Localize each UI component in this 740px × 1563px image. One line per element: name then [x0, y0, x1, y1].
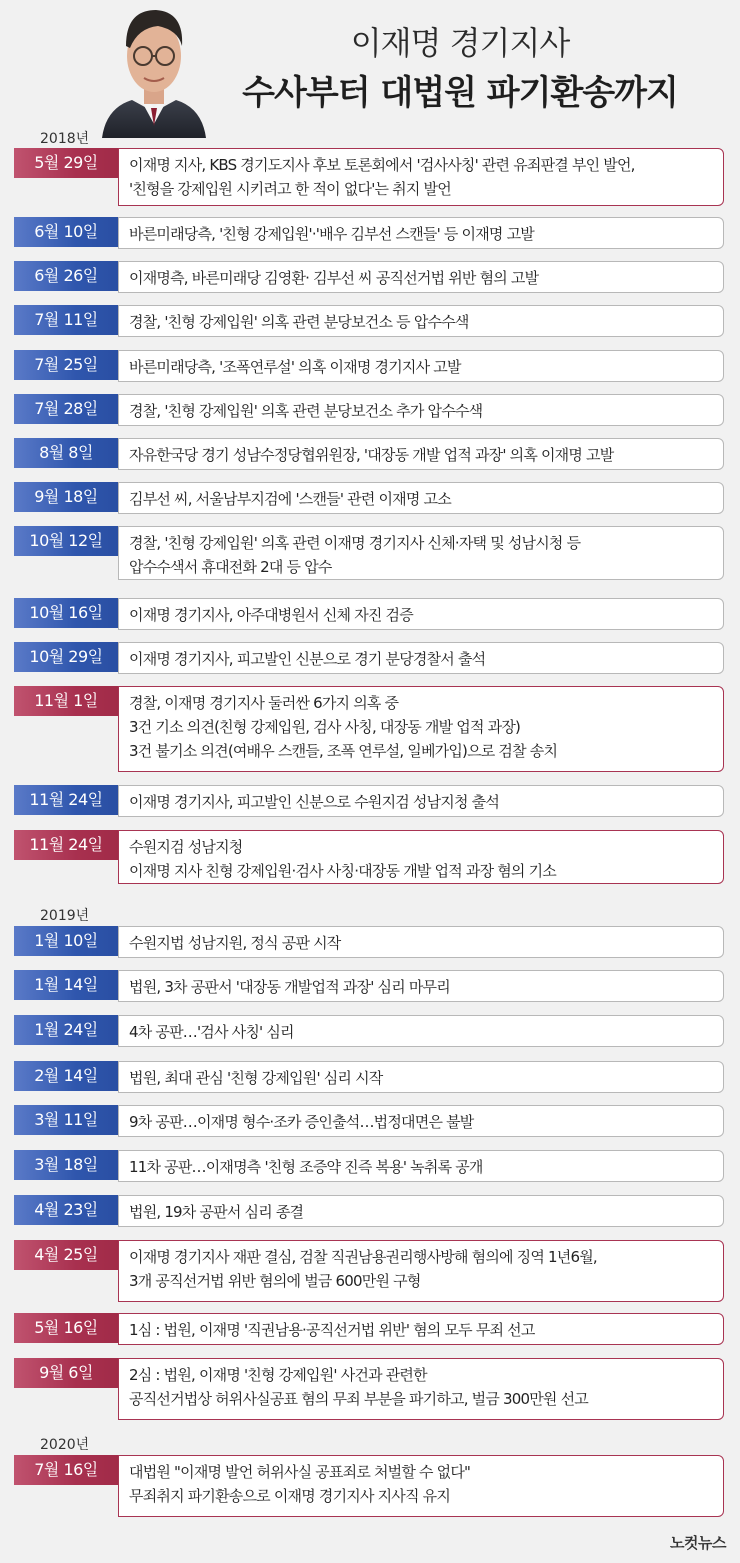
event-description-line: 11차 공판…이재명측 '친형 조증약 진즉 복용' 녹취록 공개 — [129, 1158, 483, 1176]
event-description-box — [118, 1358, 724, 1420]
event-description-box — [118, 305, 724, 337]
event-description-box — [118, 482, 724, 514]
year-label-2018: 2018년 — [40, 131, 90, 147]
event-description-line: 이재명 경기지사, 피고발인 신분으로 수원지검 성남지청 출석 — [129, 793, 500, 811]
event-date-badge: 2월 14일 — [14, 1061, 118, 1091]
event-description-line: 무죄취지 파기환송으로 이재명 경기지사 지사직 유지 — [129, 1487, 451, 1505]
event-date-badge: 3월 18일 — [14, 1150, 118, 1180]
event-description-line: 3건 불기소 의견(여배우 스캔들, 조폭 연루설, 일베가입)으로 검찰 송치 — [129, 742, 558, 760]
event-description-box — [118, 785, 724, 817]
event-date-badge: 7월 16일 — [14, 1455, 118, 1485]
event-description-box — [118, 830, 724, 884]
news-logo: 노컷뉴스 — [670, 1534, 726, 1552]
event-date-badge: 11월 1일 — [14, 686, 118, 716]
event-description-box — [118, 526, 724, 580]
event-description-box — [118, 394, 724, 426]
event-description-line: 대법원 "이재명 발언 허위사실 공표죄로 처벌할 수 없다" — [129, 1463, 471, 1481]
event-description-box — [118, 1061, 724, 1093]
event-description-box — [118, 1015, 724, 1047]
event-description-box — [118, 598, 724, 630]
event-date-badge: 5월 29일 — [14, 148, 118, 178]
event-description-line: 이재명 지사 친형 강제입원·검사 사칭·대장동 개발 업적 과장 혐의 기소 — [129, 862, 556, 880]
event-description-box — [118, 970, 724, 1002]
event-date-badge: 11월 24일 — [14, 785, 118, 815]
event-date-badge: 4월 25일 — [14, 1240, 118, 1270]
event-date-badge: 1월 24일 — [14, 1015, 118, 1045]
event-date-badge: 11월 24일 — [14, 830, 118, 860]
event-description-box — [118, 1240, 724, 1302]
event-description-line: 2심 : 법원, 이재명 '친형 강제입원' 사건과 관련한 — [129, 1366, 427, 1384]
year-label-2019: 2019년 — [40, 908, 90, 924]
portrait-image — [98, 0, 210, 138]
event-date-badge: 7월 25일 — [14, 350, 118, 380]
event-date-badge: 10월 12일 — [14, 526, 118, 556]
event-description-line: 경찰, 이재명 경기지사 둘러싼 6가지 의혹 중 — [129, 694, 399, 712]
event-description-line: 경찰, '친형 강제입원' 의혹 관련 분당보건소 추가 압수수색 — [129, 402, 483, 420]
event-description-line: 이재명 경기지사 재판 결심, 검찰 직권남용권리행사방해 혐의에 징역 1년6월, — [129, 1248, 597, 1266]
event-description-line: 4차 공판…'검사 사칭' 심리 — [129, 1023, 294, 1041]
event-description-line: '친형을 강제입원 시키려고 한 적이 없다'는 취지 발언 — [129, 180, 451, 198]
event-description-box — [118, 217, 724, 249]
year-label-2020: 2020년 — [40, 1437, 90, 1453]
event-date-badge: 9월 18일 — [14, 482, 118, 512]
event-description-line: 이재명 지사, KBS 경기도지사 후보 토론회에서 '검사사칭' 관련 유죄판결 부인 발언, — [129, 156, 635, 174]
event-date-badge: 10월 29일 — [14, 642, 118, 672]
event-description-box — [118, 1105, 724, 1137]
event-description-line: 경찰, '친형 강제입원' 의혹 관련 이재명 경기지사 신체·자택 및 성남시청 등 — [129, 534, 581, 552]
event-description-line: 공직선거법상 허위사실공표 혐의 무죄 부분을 파기하고, 벌금 300만원 선고 — [129, 1390, 588, 1408]
event-date-badge: 5월 16일 — [14, 1313, 118, 1343]
event-date-badge: 6월 10일 — [14, 217, 118, 247]
event-description-line: 법원, 3차 공판서 '대장동 개발업적 과장' 심리 마무리 — [129, 978, 450, 996]
event-description-box — [118, 438, 724, 470]
event-description-box — [118, 350, 724, 382]
event-description-line: 3개 공직선거법 위반 혐의에 벌금 600만원 구형 — [129, 1272, 421, 1290]
event-description-line: 수원지검 성남지청 — [129, 838, 243, 856]
event-description-line: 자유한국당 경기 성남수정당협위원장, '대장동 개발 업적 과장' 의혹 이재명 고발 — [129, 446, 614, 464]
event-date-badge: 7월 28일 — [14, 394, 118, 424]
event-description-line: 3건 기소 의견(친형 강제입원, 검사 사칭, 대장동 개발 업적 과장) — [129, 718, 521, 736]
event-description-box — [118, 1150, 724, 1182]
event-description-line: 김부선 씨, 서울남부지검에 '스캔들' 관련 이재명 고소 — [129, 490, 451, 508]
event-description-box — [118, 1455, 724, 1517]
page-title-line2: 수사부터 대법원 파기환송까지 — [242, 73, 678, 113]
event-description-line: 이재명 경기지사, 피고발인 신분으로 경기 분당경찰서 출석 — [129, 650, 486, 668]
event-description-box — [118, 148, 724, 206]
event-date-badge: 9월 6일 — [14, 1358, 118, 1388]
event-description-line: 법원, 최대 관심 '친형 강제입원' 심리 시작 — [129, 1069, 383, 1087]
event-description-line: 9차 공판…이재명 형수·조카 증인출석…법정대면은 불발 — [129, 1113, 474, 1131]
event-date-badge: 1월 10일 — [14, 926, 118, 956]
event-date-badge: 4월 23일 — [14, 1195, 118, 1225]
event-description-line: 바른미래당측, '친형 강제입원'·'배우 김부선 스캔들' 등 이재명 고발 — [129, 225, 534, 243]
event-description-line: 압수수색서 휴대전화 2대 등 압수 — [129, 558, 332, 576]
event-description-box — [118, 1195, 724, 1227]
event-description-box — [118, 686, 724, 772]
event-description-line: 바른미래당측, '조폭연루설' 의혹 이재명 경기지사 고발 — [129, 358, 461, 376]
event-description-box — [118, 642, 724, 674]
event-description-line: 이재명 경기지사, 아주대병원서 신체 자진 검증 — [129, 606, 413, 624]
event-description-line: 수원지법 성남지원, 정식 공판 시작 — [129, 934, 341, 952]
event-date-badge: 8월 8일 — [14, 438, 118, 468]
event-date-badge: 7월 11일 — [14, 305, 118, 335]
event-date-badge: 6월 26일 — [14, 261, 118, 291]
event-date-badge: 10월 16일 — [14, 598, 118, 628]
event-description-line: 이재명측, 바른미래당 김영환· 김부선 씨 공직선거법 위반 혐의 고발 — [129, 269, 539, 287]
event-description-box — [118, 261, 724, 293]
event-description-line: 법원, 19차 공판서 심리 종결 — [129, 1203, 304, 1221]
event-description-line: 경찰, '친형 강제입원' 의혹 관련 분당보건소 등 압수수색 — [129, 313, 469, 331]
event-date-badge: 1월 14일 — [14, 970, 118, 1000]
event-date-badge: 3월 11일 — [14, 1105, 118, 1135]
page-title-line1: 이재명 경기지사 — [350, 24, 570, 62]
event-description-line: 1심 : 법원, 이재명 '직권남용·공직선거법 위반' 혐의 모두 무죄 선고 — [129, 1321, 535, 1339]
title-block — [210, 22, 710, 116]
event-description-box — [118, 1313, 724, 1345]
event-description-box — [118, 926, 724, 958]
